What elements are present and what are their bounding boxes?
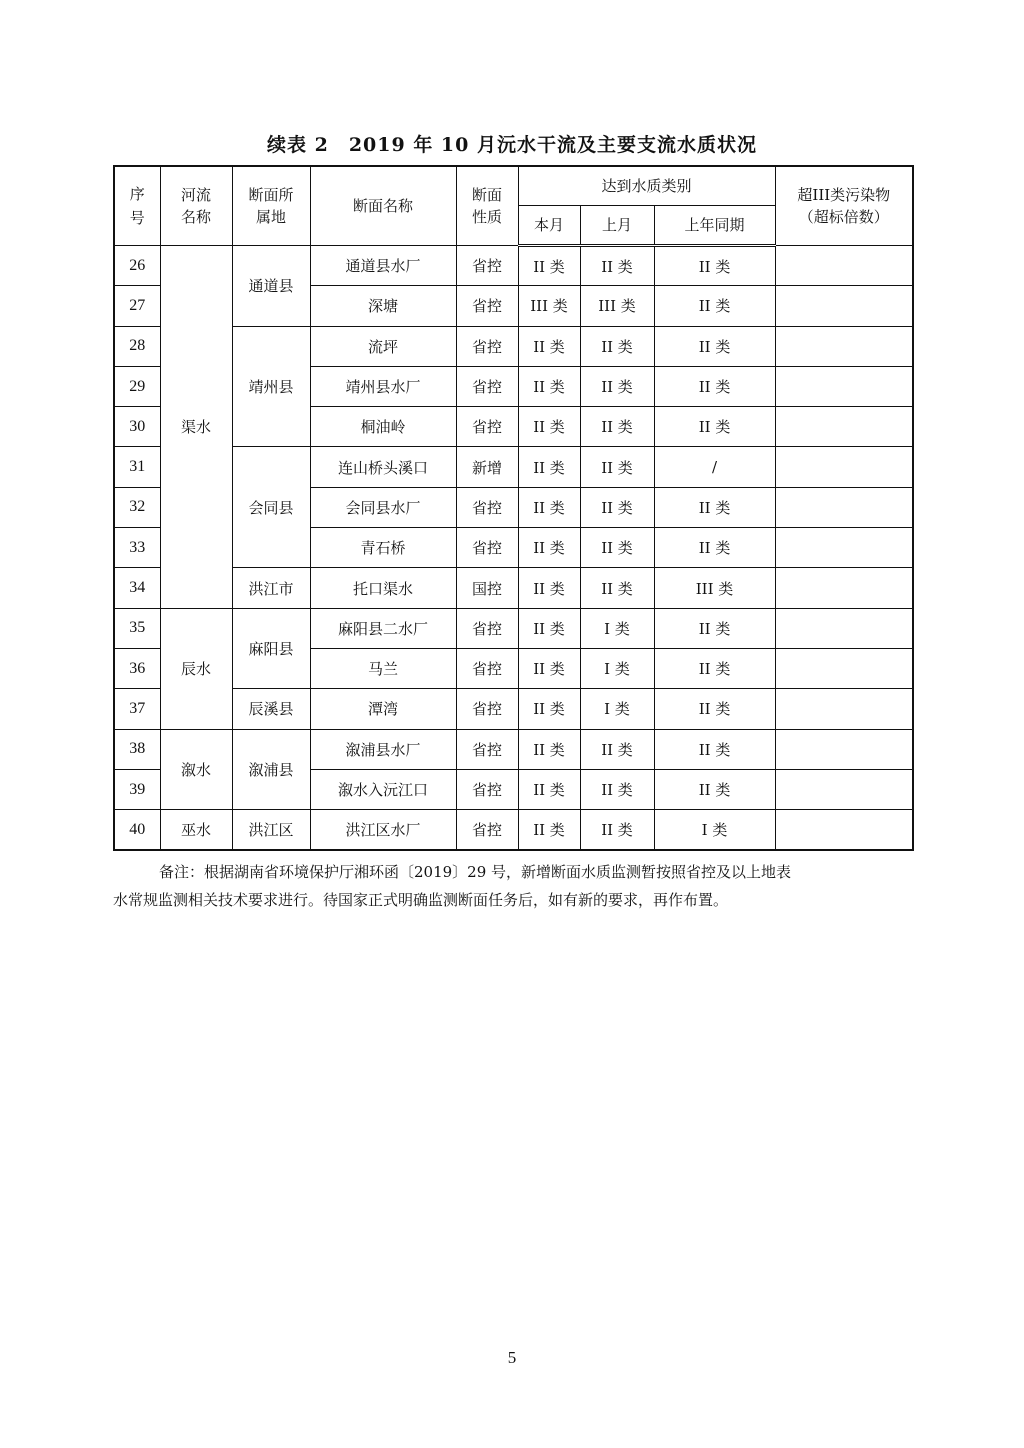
page-number: 5: [507, 1348, 517, 1367]
cell-last-month: II 类: [580, 407, 654, 447]
cell-nature: 省控: [456, 608, 518, 648]
cell-exceed: [775, 648, 913, 688]
cell-place: 通道县: [232, 246, 310, 327]
cell-last-month: III 类: [580, 286, 654, 326]
table-row: [114, 729, 913, 769]
cell-last-year: /: [654, 447, 775, 487]
cell-last-month: II 类: [580, 326, 654, 366]
cell-section: 桐油岭: [310, 407, 456, 447]
cell-seq: 32: [114, 487, 160, 527]
cell-last-month: II 类: [580, 568, 654, 608]
cell-this-month: II 类: [518, 689, 580, 729]
cell-exceed: [775, 366, 913, 406]
cell-last-month: II 类: [580, 246, 654, 286]
cell-nature: 省控: [456, 528, 518, 568]
cell-last-month: I 类: [580, 608, 654, 648]
water-quality-table: [113, 165, 914, 851]
table-row: [114, 447, 913, 487]
note-line-1: 备注：根据湖南省环境保护厅湘环函〔2019〕29 号，新增断面水质监测暂按照省控及以上地表: [159, 863, 792, 881]
table-body: [114, 246, 913, 850]
cell-exceed: [775, 447, 913, 487]
cell-river: 辰水: [160, 608, 232, 729]
cell-section: 通道县水厂: [310, 246, 456, 286]
cell-section: 托口渠水: [310, 568, 456, 608]
cell-last-year: I 类: [654, 810, 775, 850]
cell-last-month: II 类: [580, 769, 654, 809]
cell-seq: 30: [114, 407, 160, 447]
cell-last-month: II 类: [580, 528, 654, 568]
cell-last-month: I 类: [580, 689, 654, 729]
cell-exceed: [775, 689, 913, 729]
cell-nature: 省控: [456, 648, 518, 688]
cell-last-year: II 类: [654, 407, 775, 447]
cell-place: 洪江区: [232, 810, 310, 850]
cell-this-month: II 类: [518, 487, 580, 527]
cell-river: 巫水: [160, 810, 232, 850]
cell-nature: 省控: [456, 689, 518, 729]
header-last-month: 上月: [580, 206, 654, 246]
cell-last-month: II 类: [580, 447, 654, 487]
cell-this-month: II 类: [518, 366, 580, 406]
cell-exceed: [775, 487, 913, 527]
cell-seq: 26: [114, 246, 160, 286]
header-this-month: 本月: [518, 206, 580, 246]
header-river: 河流名称: [160, 166, 232, 246]
cell-seq: 34: [114, 568, 160, 608]
cell-nature: 国控: [456, 568, 518, 608]
header-grade-group: 达到水质类别: [518, 166, 775, 206]
cell-seq: 39: [114, 769, 160, 809]
cell-seq: 27: [114, 286, 160, 326]
cell-river: 渠水: [160, 246, 232, 609]
cell-nature: 省控: [456, 407, 518, 447]
cell-place: 麻阳县: [232, 608, 310, 689]
cell-this-month: II 类: [518, 769, 580, 809]
cell-last-month: I 类: [580, 648, 654, 688]
cell-place: 靖州县: [232, 326, 310, 447]
cell-exceed: [775, 326, 913, 366]
cell-this-month: II 类: [518, 568, 580, 608]
cell-exceed: [775, 286, 913, 326]
cell-last-year: II 类: [654, 608, 775, 648]
cell-section: 洪江区水厂: [310, 810, 456, 850]
cell-section: 溆水入沅江口: [310, 769, 456, 809]
cell-seq: 36: [114, 648, 160, 688]
table-row: [114, 689, 913, 729]
header-nature: 断面性质: [456, 166, 518, 246]
cell-this-month: II 类: [518, 407, 580, 447]
cell-last-year: II 类: [654, 689, 775, 729]
header-last-year: 上年同期: [654, 206, 775, 246]
cell-place: 辰溪县: [232, 689, 310, 729]
cell-nature: 省控: [456, 769, 518, 809]
cell-last-year: II 类: [654, 648, 775, 688]
cell-this-month: II 类: [518, 648, 580, 688]
cell-section: 连山桥头溪口: [310, 447, 456, 487]
table-row: [114, 326, 913, 366]
cell-seq: 31: [114, 447, 160, 487]
cell-last-year: II 类: [654, 366, 775, 406]
cell-this-month: II 类: [518, 528, 580, 568]
cell-last-month: II 类: [580, 487, 654, 527]
cell-section: 溆浦县水厂: [310, 729, 456, 769]
cell-exceed: [775, 769, 913, 809]
cell-last-month: II 类: [580, 366, 654, 406]
cell-nature: 省控: [456, 286, 518, 326]
cell-exceed: [775, 528, 913, 568]
cell-this-month: III 类: [518, 286, 580, 326]
cell-last-year: II 类: [654, 326, 775, 366]
cell-last-year: II 类: [654, 769, 775, 809]
table-header: [114, 166, 913, 246]
table-row: [114, 810, 913, 850]
table-row: [114, 568, 913, 608]
cell-section: 潭湾: [310, 689, 456, 729]
header-seq: 序号: [114, 166, 160, 246]
cell-river: 溆水: [160, 729, 232, 810]
cell-last-month: II 类: [580, 810, 654, 850]
cell-this-month: II 类: [518, 608, 580, 648]
cell-exceed: [775, 729, 913, 769]
cell-this-month: II 类: [518, 810, 580, 850]
cell-seq: 33: [114, 528, 160, 568]
cell-nature: 省控: [456, 246, 518, 286]
cell-seq: 40: [114, 810, 160, 850]
cell-this-month: II 类: [518, 246, 580, 286]
note-line-2: 水常规监测相关技术要求进行。待国家正式明确监测断面任务后，如有新的要求，再作布置。: [113, 891, 729, 909]
cell-place: 溆浦县: [232, 729, 310, 810]
cell-last-year: II 类: [654, 487, 775, 527]
cell-exceed: [775, 608, 913, 648]
cell-last-month: II 类: [580, 729, 654, 769]
cell-section: 青石桥: [310, 528, 456, 568]
cell-section: 会同县水厂: [310, 487, 456, 527]
cell-seq: 38: [114, 729, 160, 769]
cell-place: 会同县: [232, 447, 310, 568]
cell-section: 流坪: [310, 326, 456, 366]
cell-exceed: [775, 810, 913, 850]
cell-place: 洪江市: [232, 568, 310, 608]
cell-this-month: II 类: [518, 729, 580, 769]
cell-exceed: [775, 407, 913, 447]
header-section: 断面名称: [310, 166, 456, 246]
cell-nature: 省控: [456, 326, 518, 366]
cell-seq: 37: [114, 689, 160, 729]
table-note: [113, 858, 912, 914]
header-exceed: 超III类污染物（超标倍数）: [775, 166, 913, 246]
cell-this-month: II 类: [518, 326, 580, 366]
cell-nature: 省控: [456, 810, 518, 850]
cell-seq: 29: [114, 366, 160, 406]
table-title: 续表 2 2019 年 10 月沅水干流及主要支流水质状况: [266, 134, 757, 156]
cell-exceed: [775, 568, 913, 608]
table-row: [114, 608, 913, 648]
header-place: 断面所属地: [232, 166, 310, 246]
cell-this-month: II 类: [518, 447, 580, 487]
cell-nature: 省控: [456, 366, 518, 406]
cell-exceed: [775, 246, 913, 286]
cell-section: 马兰: [310, 648, 456, 688]
cell-seq: 35: [114, 608, 160, 648]
cell-seq: 28: [114, 326, 160, 366]
cell-nature: 新增: [456, 447, 518, 487]
cell-last-year: II 类: [654, 528, 775, 568]
cell-section: 靖州县水厂: [310, 366, 456, 406]
cell-last-year: II 类: [654, 286, 775, 326]
cell-section: 深塘: [310, 286, 456, 326]
cell-nature: 省控: [456, 487, 518, 527]
cell-section: 麻阳县二水厂: [310, 608, 456, 648]
cell-last-year: II 类: [654, 246, 775, 286]
table-row: [114, 246, 913, 286]
cell-last-year: II 类: [654, 729, 775, 769]
cell-nature: 省控: [456, 729, 518, 769]
cell-last-year: III 类: [654, 568, 775, 608]
